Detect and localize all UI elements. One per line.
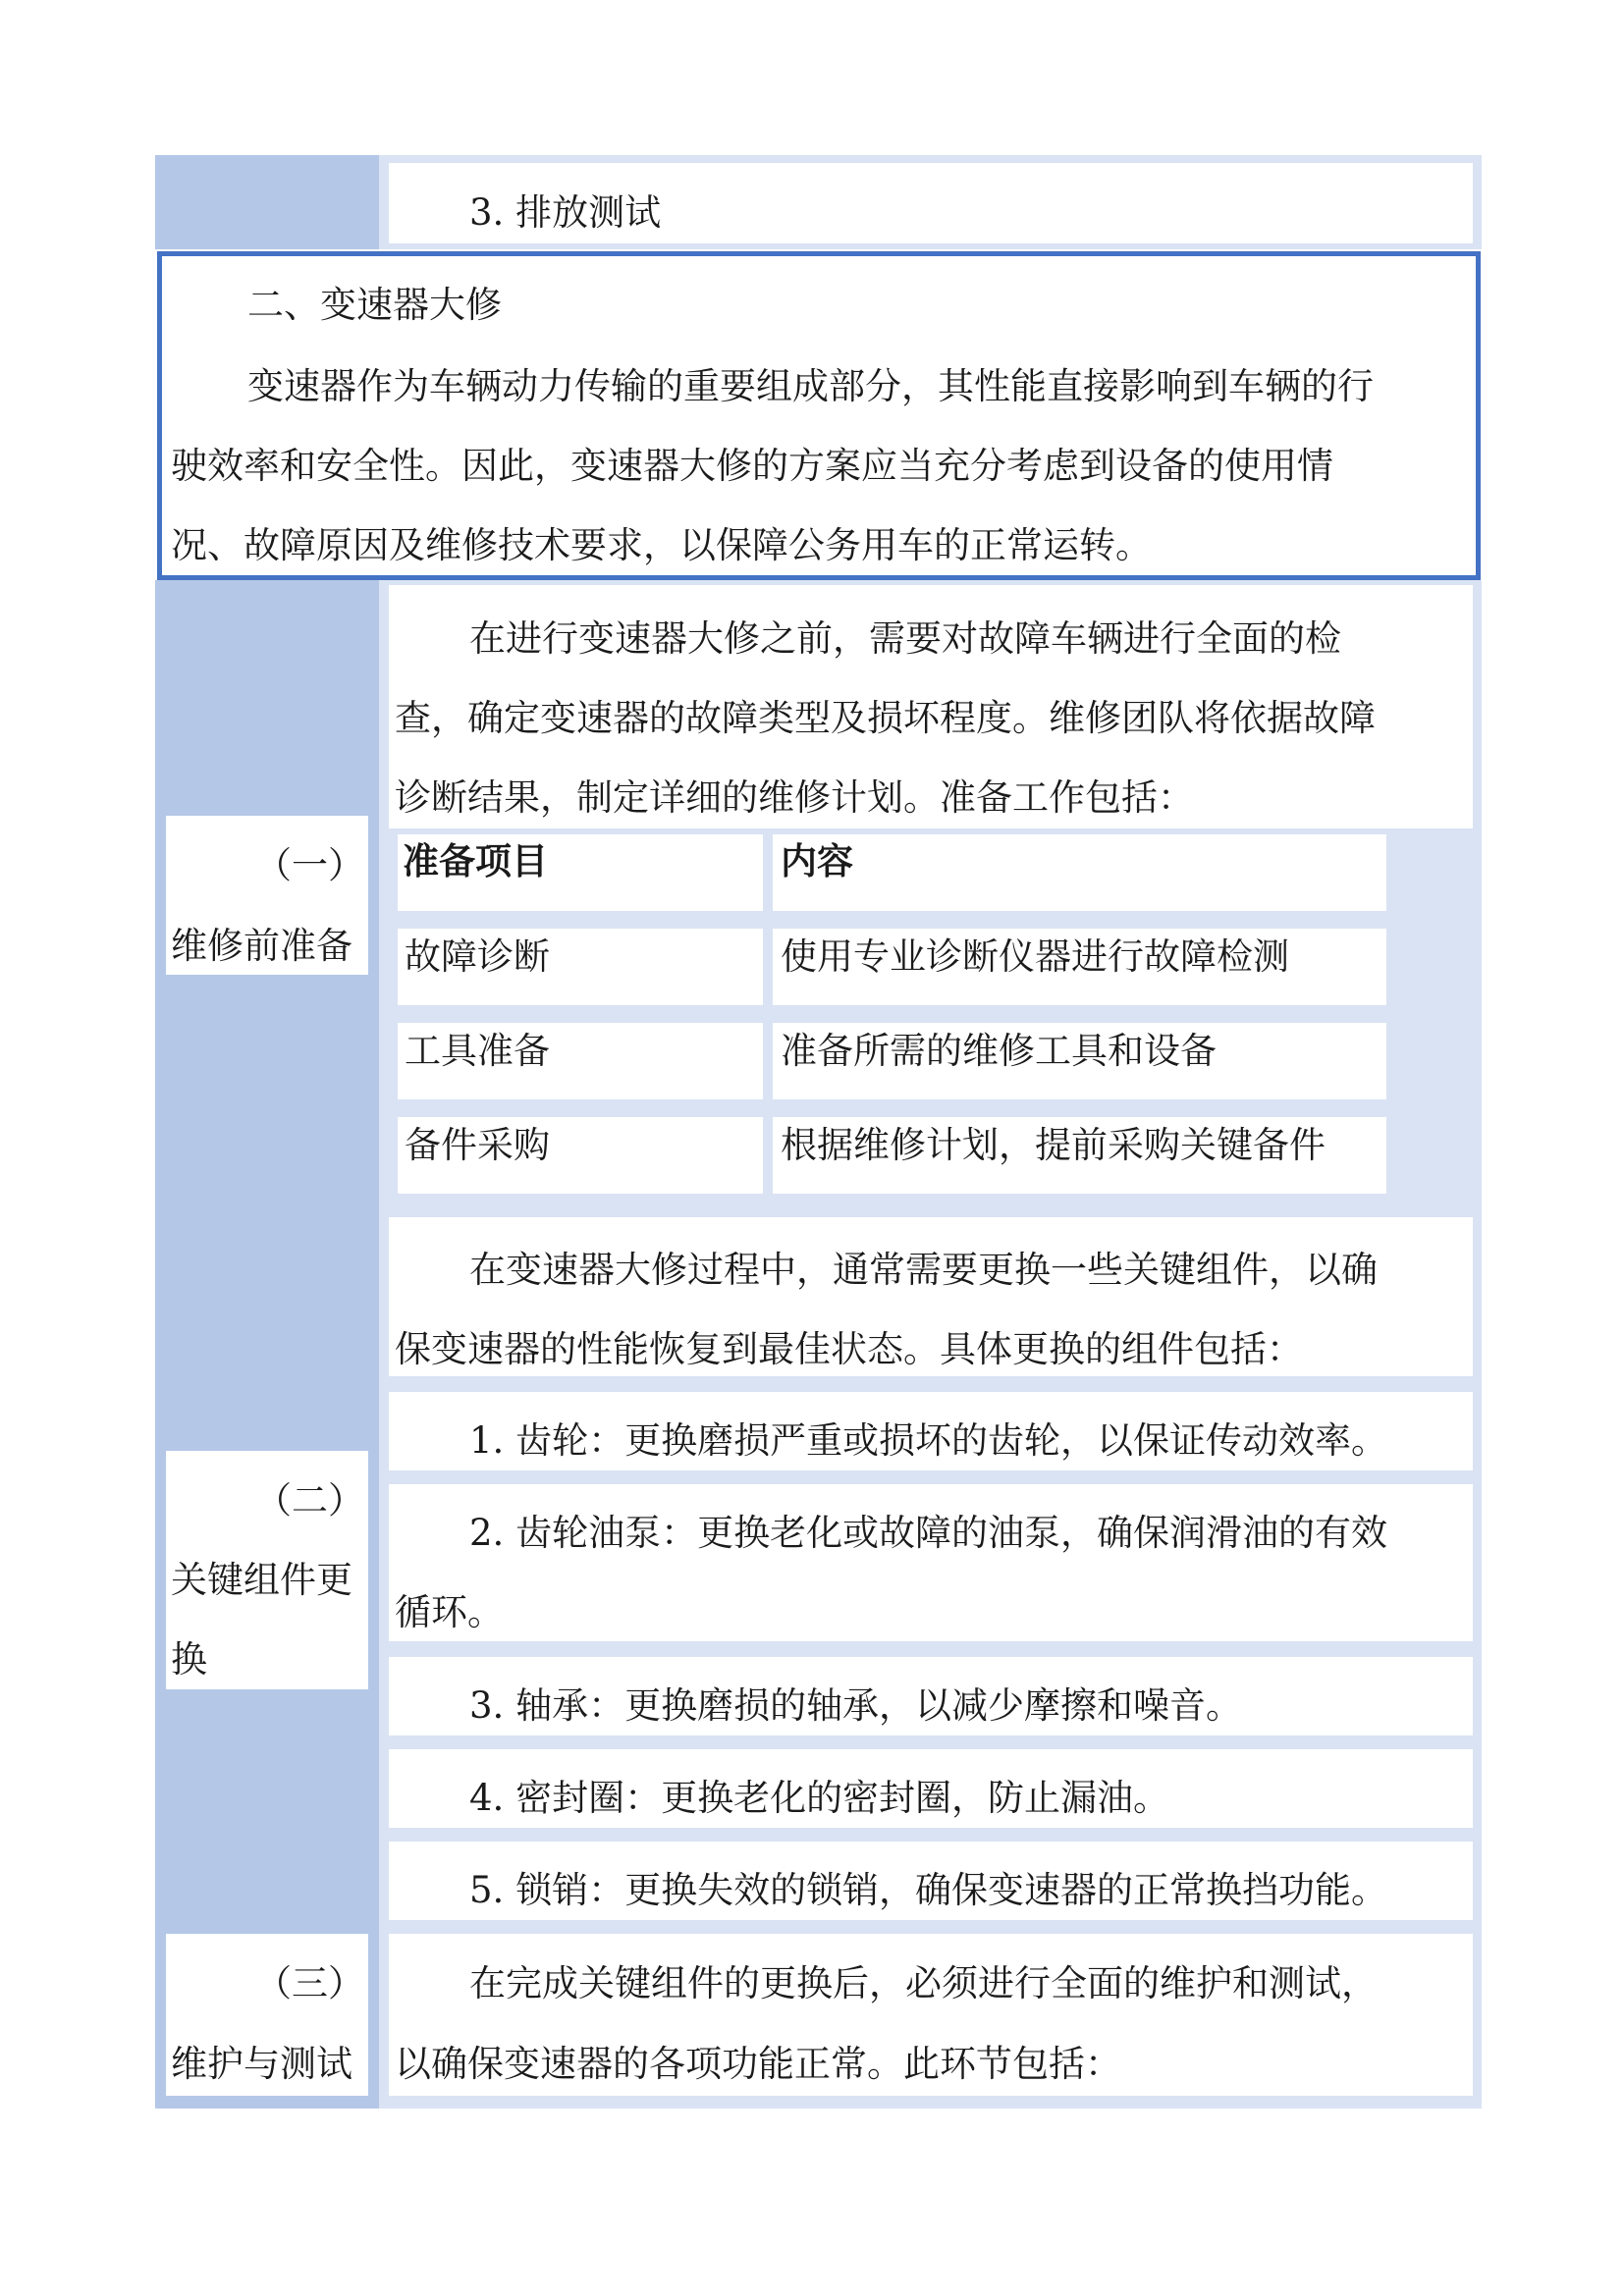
paragraph-line: 以确保变速器的各项功能正常。此环节包括： xyxy=(395,2043,1121,2085)
paragraph-line: 查，确定变速器的故障类型及损坏程度。维修团队将依据故障 xyxy=(395,697,1376,739)
table-row-item: 备件采购 xyxy=(405,1124,550,1166)
subsection-title: 维护与测试 xyxy=(171,2043,352,2085)
paragraph-line: 在进行变速器大修之前，需要对故障车辆进行全面的检 xyxy=(469,617,1341,660)
list-item: 5. 锁销：更换失效的锁销，确保变速器的正常换挡功能。 xyxy=(469,1869,1388,1911)
paragraph-line: 保变速器的性能恢复到最佳状态。具体更换的组件包括： xyxy=(395,1328,1303,1370)
table-row-item: 工具准备 xyxy=(405,1030,550,1072)
table-row-content: 准备所需的维修工具和设备 xyxy=(781,1030,1217,1072)
list-item: 4. 密封圈：更换老化的密封圈，防止漏油。 xyxy=(469,1777,1170,1819)
table-row-content: 根据维修计划，提前采购关键备件 xyxy=(781,1124,1326,1166)
table-row-item: 故障诊断 xyxy=(405,935,550,978)
subsection-title: 换 xyxy=(171,1638,207,1681)
section-intro-line: 变速器作为车辆动力传输的重要组成部分，其性能直接影响到车辆的行 xyxy=(247,365,1374,407)
subsection-title: 关键组件更 xyxy=(171,1559,352,1601)
list-item: 1. 齿轮：更换磨损严重或损坏的齿轮，以保证传动效率。 xyxy=(469,1419,1388,1462)
table-row-content: 使用专业诊断仪器进行故障检测 xyxy=(781,935,1289,978)
table-header-cell xyxy=(773,834,1386,911)
subsection-number: （三） xyxy=(255,1962,364,2004)
left-column-top xyxy=(155,155,379,249)
table-header-item: 准备项目 xyxy=(403,840,548,882)
section-heading: 二、变速器大修 xyxy=(247,284,502,326)
section-intro-line: 驶效率和安全性。因此，变速器大修的方案应当充分考虑到设备的使用情 xyxy=(171,445,1333,487)
section-intro-line: 况、故障原因及维修技术要求，以保障公务用车的正常运转。 xyxy=(171,524,1152,566)
subsection-number: （二） xyxy=(255,1479,364,1522)
paragraph-line: 在完成关键组件的更换后，必须进行全面的维护和测试， xyxy=(469,1962,1378,2004)
table-header-content: 内容 xyxy=(781,840,853,882)
list-item: 循环。 xyxy=(395,1591,504,1633)
subsection-title: 维修前准备 xyxy=(171,925,352,967)
list-item: 3. 轴承：更换磨损的轴承，以减少摩擦和噪音。 xyxy=(469,1684,1243,1727)
paragraph-line: 诊断结果，制定详细的维修计划。准备工作包括： xyxy=(395,776,1194,819)
paragraph-line: 在变速器大修过程中，通常需要更换一些关键组件，以确 xyxy=(469,1249,1378,1291)
list-item: 3. 排放测试 xyxy=(469,191,662,234)
list-item-block xyxy=(389,1484,1473,1641)
subsection-number: （一） xyxy=(255,844,364,886)
left-column-main xyxy=(155,580,379,2109)
list-item: 2. 齿轮油泵：更换老化或故障的油泵，确保润滑油的有效 xyxy=(469,1512,1388,1554)
